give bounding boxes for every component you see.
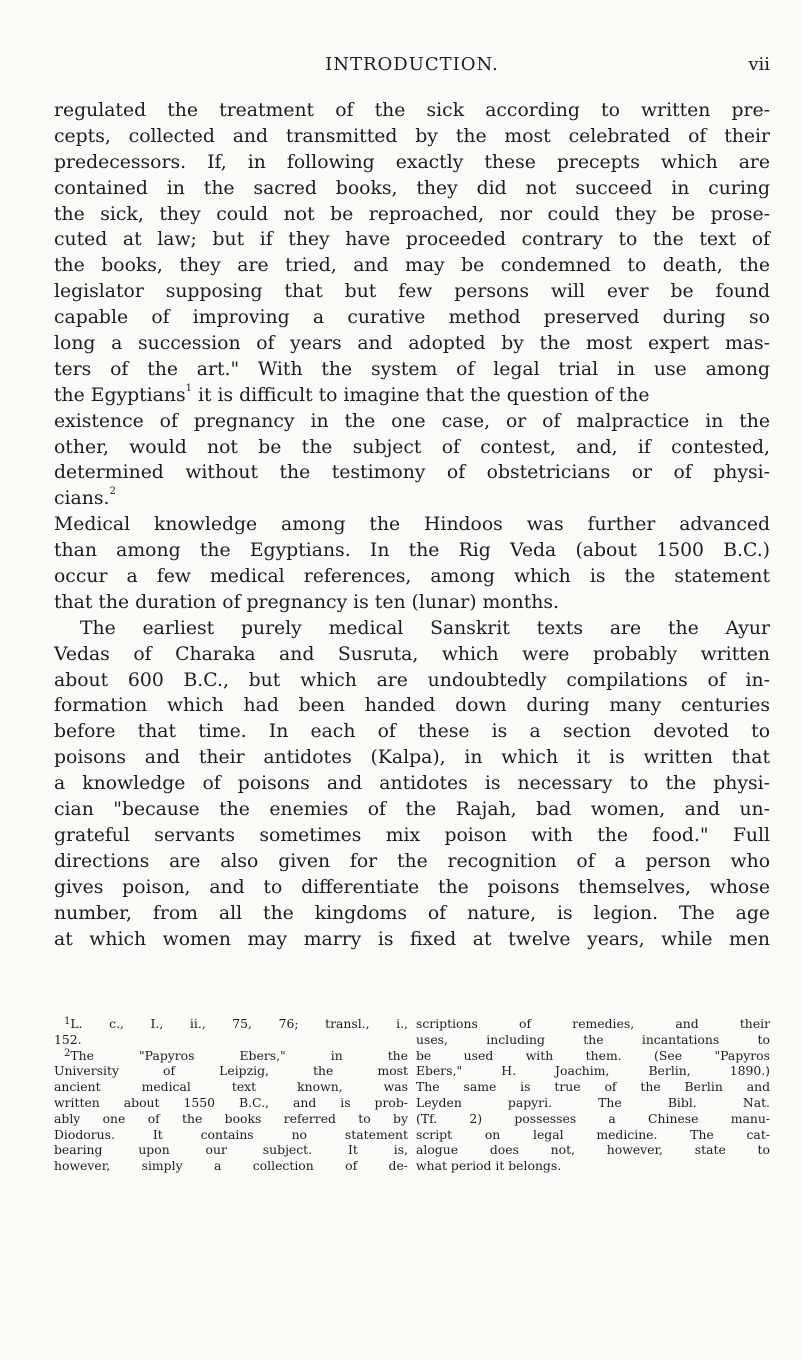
footnote-line: University of Leipzig, the most — [54, 1063, 408, 1079]
text-line: The earliest purely medical Sanskrit texts are the Ayur — [80, 617, 770, 639]
footnote-mark: 2 — [64, 1047, 71, 1059]
footnote-line: The same is true of the Berlin and — [416, 1079, 770, 1095]
text-line: predecessors. If, in following exactly these precepts which are — [54, 151, 770, 173]
footnote-line: ancient medical text known, was — [54, 1079, 408, 1095]
footnote-line: (Tf. 2) possesses a Chinese manu- — [416, 1110, 770, 1126]
text-line: regulated the treatment of the sick according to written pre- — [54, 100, 770, 121]
text-line: contained in the sacred books, they did not succeed in curing — [54, 177, 770, 199]
text-line: number, from all the kingdoms of nature, is legion. The age — [54, 902, 770, 924]
text-line: that the duration of pregnancy is ten (lunar) months. — [54, 591, 559, 613]
page-number: vii — [748, 54, 770, 75]
text-line: at which women may marry is fixed at twelve years, while men — [54, 928, 770, 950]
text-fragment: the Egyptians — [54, 384, 186, 406]
footnote-line: be used with them. (See "Papyros — [416, 1047, 770, 1063]
text-fragment: cians. — [54, 488, 110, 510]
text-line: ters of the art." With the system of legal trial in use among — [54, 358, 770, 380]
footnote-line: uses, including the incantations to — [416, 1031, 770, 1047]
text-line: long a succession of years and adopted by the most expert mas- — [54, 333, 770, 355]
text-line: grateful servants sometimes mix poison with the food." Full — [54, 824, 770, 846]
footnote-line: ably one of the books referred to by — [54, 1110, 408, 1126]
text-line: the sick, they could not be reproached, nor could they be prose- — [54, 203, 770, 225]
footnote-column-right — [416, 1016, 770, 1174]
text-line: cepts, collected and transmitted by the most celebrated of their — [54, 125, 770, 147]
text-line: Medical knowledge among the Hindoos was further advanced — [54, 514, 770, 536]
text-line: existence of pregnancy in the one case, or of malpractice in the — [54, 410, 770, 432]
page-header — [54, 54, 770, 84]
text-fragment: it is difficult to imagine that the question of the — [191, 384, 650, 406]
footnote-line: what period it belongs. — [416, 1158, 562, 1174]
text-line: occur a few medical references, among which is the statement — [54, 566, 770, 588]
footnotes — [54, 1016, 770, 1174]
text-line: determined without the testimony of obstetricians or of physi- — [54, 462, 770, 484]
text-line: formation which had been handed down during many centuries — [54, 695, 770, 717]
text-line: directions are also given for the recognition of a person who — [54, 850, 770, 872]
text-line: cuted at law; but if they have proceeded contrary to the text of — [54, 229, 770, 251]
footnote-ref: 1 — [185, 382, 192, 394]
footnote-line — [54, 1048, 408, 1064]
text-fragment: L. c., I., ii., 75, 76; transl., i., — [70, 1016, 408, 1031]
text-line — [54, 383, 770, 409]
footnote-line: 152. — [54, 1031, 82, 1047]
text-line: other, would not be the subject of contest, and, if contested, — [54, 436, 770, 458]
footnote-line: Leyden papyri. The Bibl. Nat. — [416, 1094, 770, 1110]
text-line: before that time. In each of these is a section devoted to — [54, 721, 770, 743]
footnote-line: however, simply a collection of de- — [54, 1158, 408, 1174]
running-head: INTRODUCTION. — [325, 54, 499, 75]
footnote-line: bearing upon our subject. It is, — [54, 1142, 408, 1158]
footnote-line: script on legal medicine. The cat- — [416, 1126, 770, 1142]
text-line: gives poison, and to differentiate the poisons themselves, whose — [54, 876, 770, 898]
text-line: poisons and their antidotes (Kalpa), in which it is written that — [54, 747, 770, 769]
footnote-line: alogue does not, however, state to — [416, 1142, 770, 1158]
text-line: than among the Egyptians. In the Rig Veda (about 1500 B.C.) — [54, 540, 770, 562]
footnote-line — [54, 1016, 408, 1032]
footnote-line: Diodorus. It contains no statement — [54, 1126, 408, 1142]
footnote-mark: 1 — [64, 1016, 71, 1027]
footnote-line: Ebers," H. Joachim, Berlin, 1890.) — [416, 1063, 770, 1079]
text-line: capable of improving a curative method preserved during so — [54, 307, 770, 329]
text-line: legislator supposing that but few persons will ever be found — [54, 281, 770, 303]
text-line: about 600 B.C., but which are undoubtedly compilations of in- — [54, 669, 770, 691]
text-fragment: The "Papyros Ebers," in the — [70, 1047, 408, 1063]
text-line — [54, 486, 770, 512]
footnote-ref: 2 — [109, 486, 116, 498]
footnote-column-left — [54, 1016, 408, 1174]
footnote-line: written about 1550 B.C., and is prob- — [54, 1094, 408, 1110]
text-line: cian "because the enemies of the Rajah, bad women, and un- — [54, 799, 770, 821]
text-line: the books, they are tried, and may be condemned to death, the — [54, 255, 770, 277]
body-text — [54, 98, 770, 952]
footnote-line: scriptions of remedies, and their — [416, 1016, 770, 1031]
text-line: Vedas of Charaka and Susruta, which were probably written — [54, 643, 770, 665]
text-line: a knowledge of poisons and antidotes is necessary to the physi- — [54, 773, 770, 795]
